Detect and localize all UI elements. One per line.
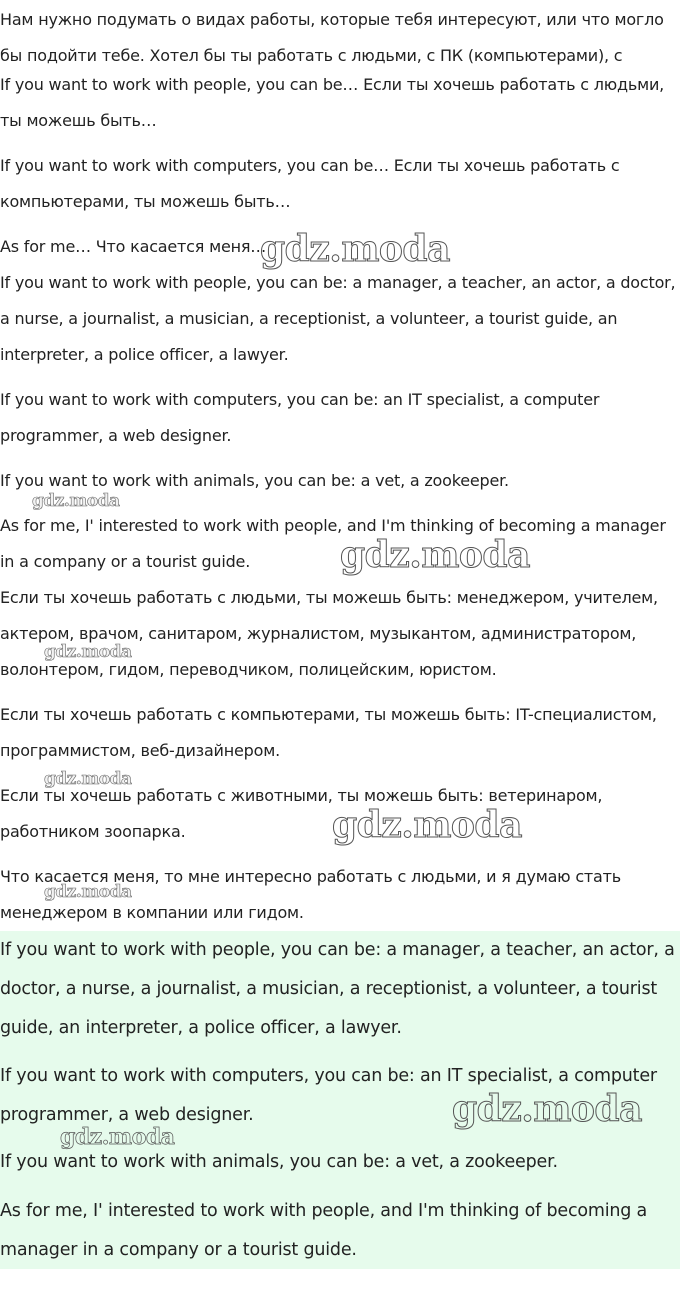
computers-answer-paragraph: If you want to work with computers, you can be: an IT specialist, a computer programmer, a web designer. (0, 390, 600, 445)
people-translation-paragraph: Если ты хочешь работать с людьми, ты можешь быть: менеджером, учителем, актером, врачом, санитаром, журналистом, музыкантом, администратором, волонтером, гидом, переводчиком, полицейским, юристом. (0, 588, 658, 679)
intro-paragraph: Нам нужно подумать о видах работы, которые тебя интересуют, или что могло бы подойти тебе. Хотел бы ты работать с людьми, с ПК (компьютерами), с (0, 10, 664, 65)
computers-translation-paragraph: Если ты хочешь работать с компьютерами, ты можешь быть: IT-специалистом, программистом, веб-дизайнером. (0, 705, 657, 760)
watermark-logo: gdz.moda (260, 228, 450, 270)
computers-prompt-paragraph: If you want to work with computers, you can be… Если ты хочешь работать с компьютерами, ты можешь быть… (0, 156, 620, 211)
as-for-me-answer-paragraph: As for me, I' interested to work with people, and I'm thinking of becoming a manager in a company or a tourist guide. (0, 516, 666, 571)
green-as-for-me-paragraph: As for me, I' interested to work with people, and I'm thinking of becoming a manager in a company or a tourist guide. (0, 1201, 648, 1260)
animals-translation-paragraph: Если ты хочешь работать с животными, ты можешь быть: ветеринаром, работником зоопарка. (0, 786, 603, 841)
watermark-logo: gdz.moda (44, 882, 132, 902)
watermark-logo: gdz.moda (32, 491, 120, 511)
people-answer-paragraph: If you want to work with people, you can be: a manager, a teacher, an actor, a doctor, a nurse, a journalist, a musician, a receptionist, a volunteer, a tourist guide, an interpreter, a police officer, a lawyer. (0, 273, 676, 364)
watermark-logo: gdz.moda (44, 769, 132, 789)
green-people-paragraph: If you want to work with people, you can be: a manager, a teacher, an actor, a doctor, a nurse, a journalist, a musician, a receptionist, a volunteer, a tourist guide, an interpreter, a police officer, a lawyer. (0, 940, 675, 1038)
animals-answer-paragraph: If you want to work with animals, you can be: a vet, a zookeeper. (0, 471, 509, 490)
watermark-logo: gdz.moda (332, 804, 522, 846)
green-animals-paragraph: If you want to work with animals, you can be: a vet, a zookeeper. (0, 1152, 558, 1172)
watermark-logo: gdz.moda (44, 642, 132, 662)
as-for-me-translation-paragraph: Что касается меня, то мне интересно работать с людьми, и я думаю стать менеджером в компании или гидом. (0, 867, 622, 922)
as-for-me-prompt-paragraph: As for me… Что касается меня… (0, 237, 267, 256)
people-prompt-paragraph: If you want to work with people, you can be… Если ты хочешь работать с людьми, ты можешь быть… (0, 75, 665, 130)
watermark-logo: gdz.moda (340, 534, 530, 576)
green-computers-paragraph: If you want to work with computers, you can be: an IT specialist, a computer programmer, a web designer. (0, 1066, 657, 1125)
